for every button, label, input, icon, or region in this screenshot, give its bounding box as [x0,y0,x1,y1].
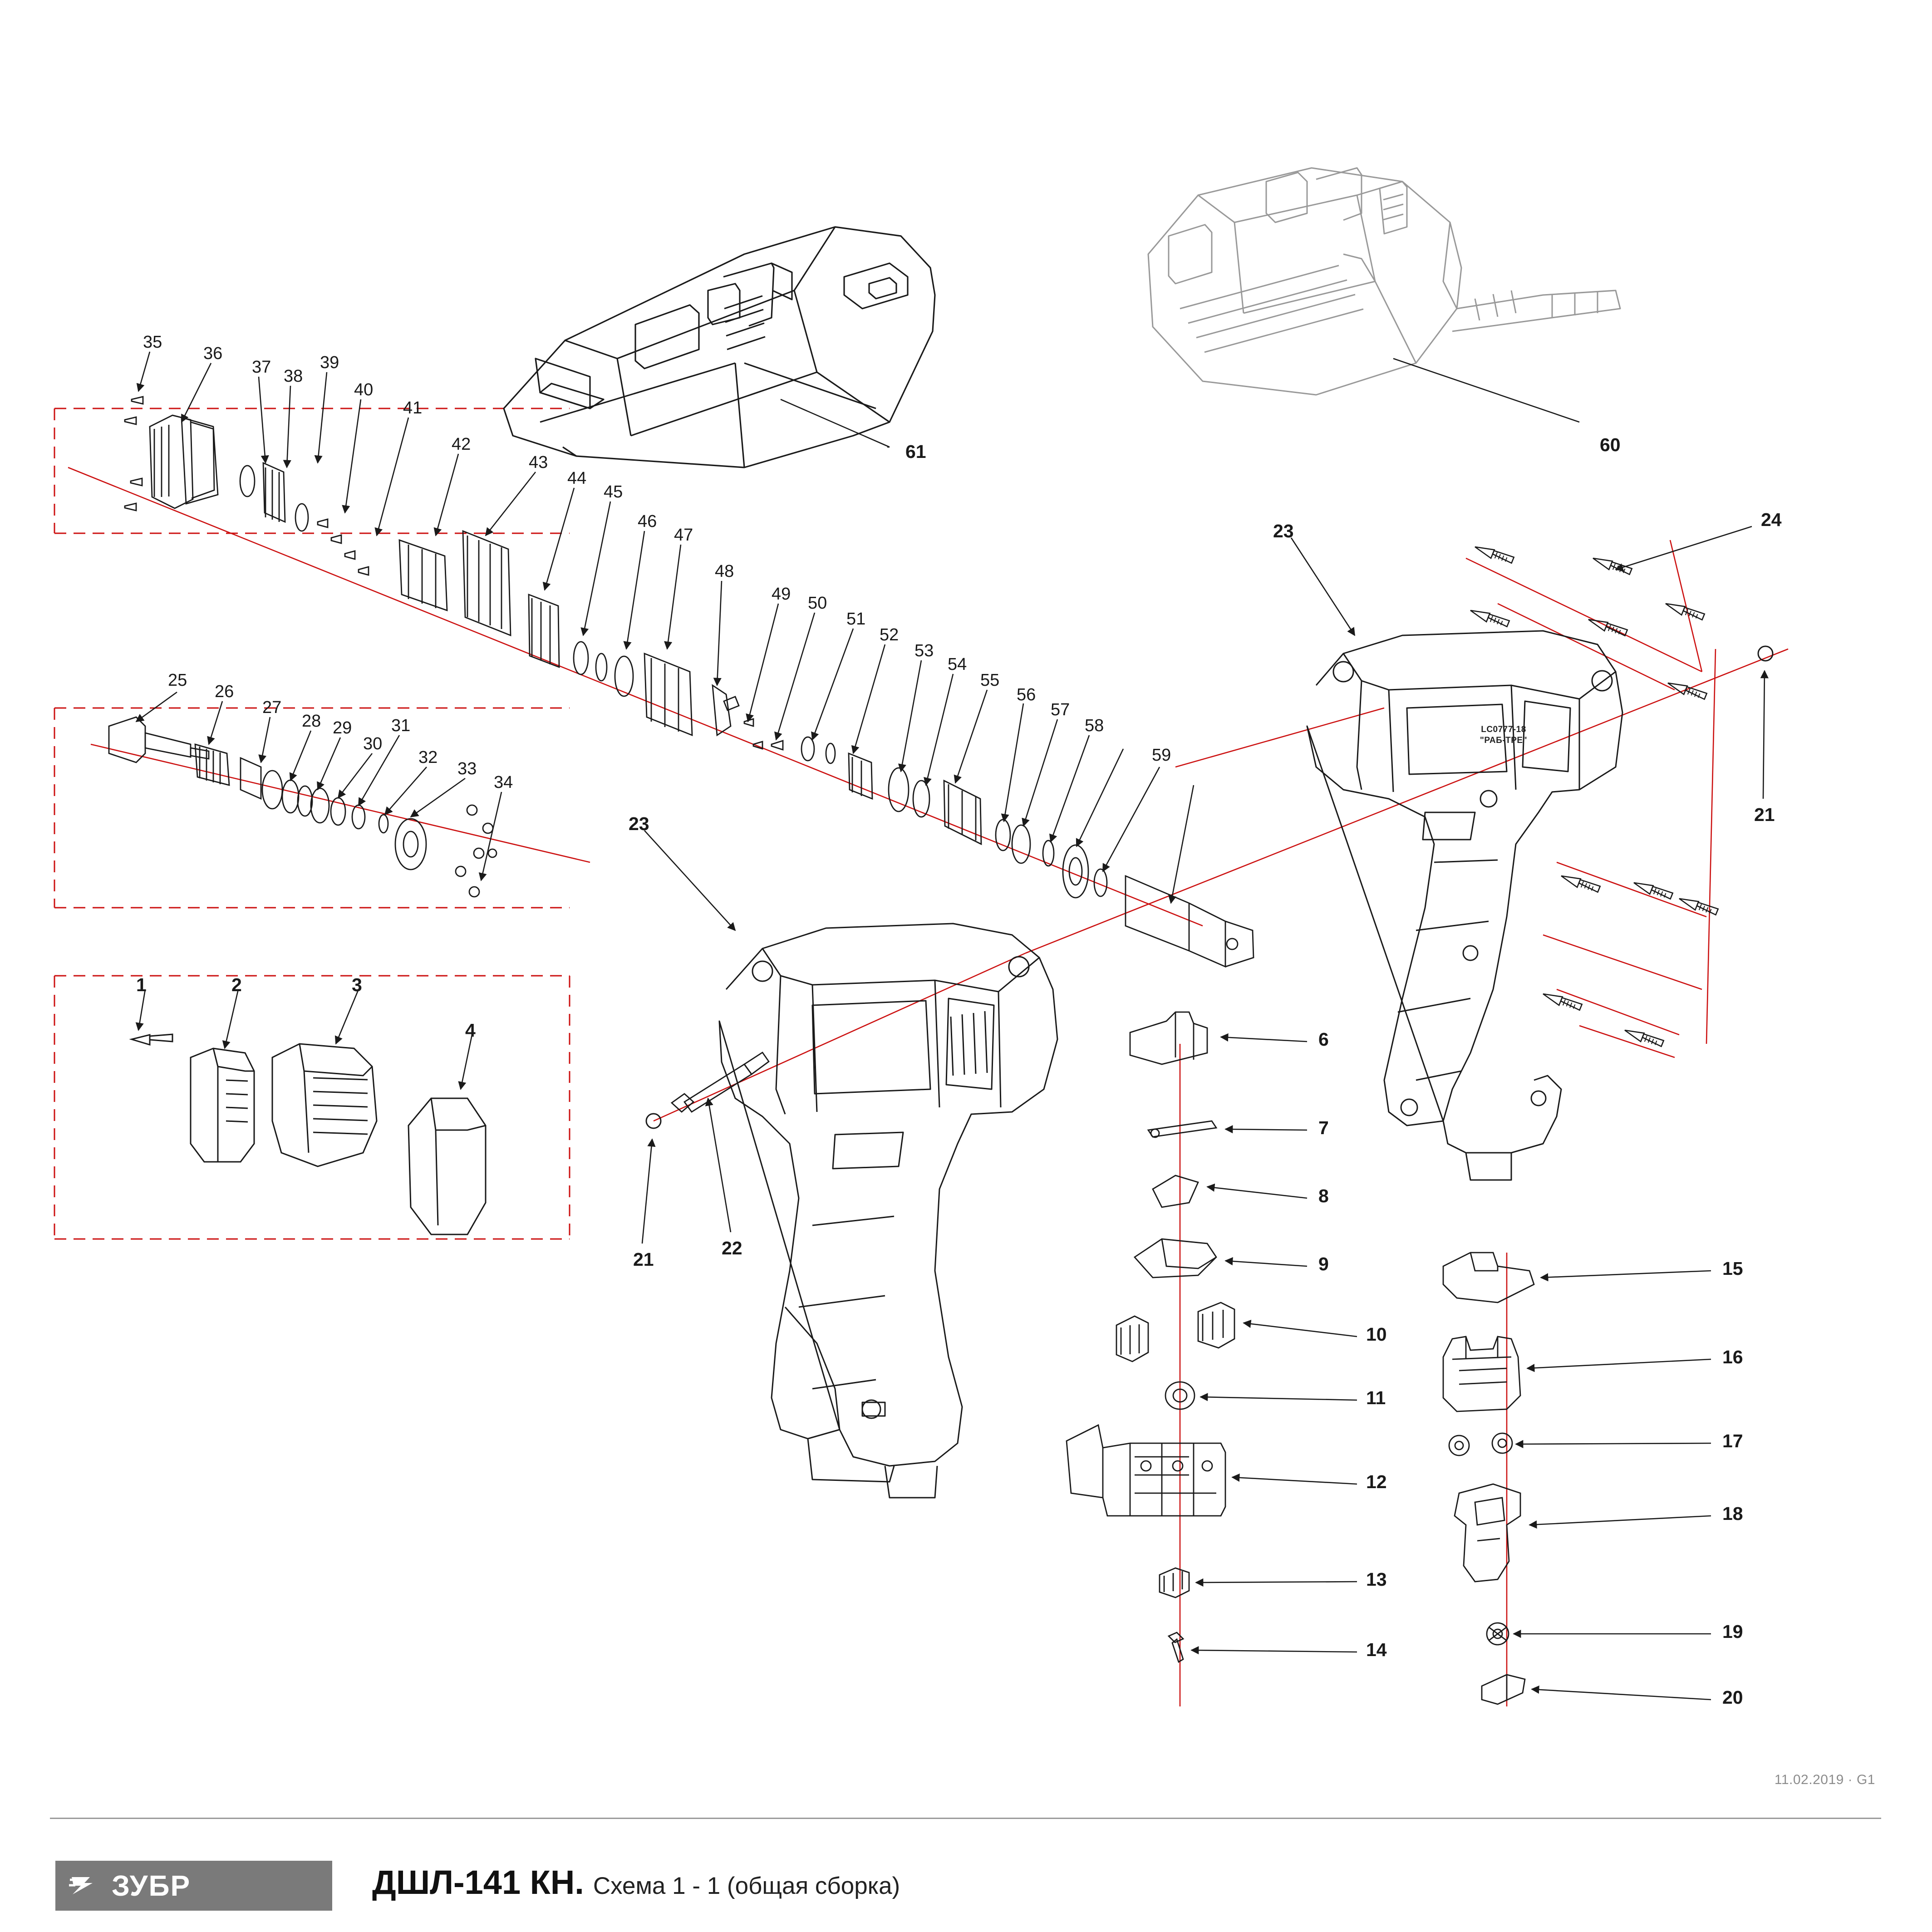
housing-printed-label [1460,724,1547,746]
callout-6: 6 [1318,1029,1329,1050]
callout-15: 15 [1722,1258,1743,1279]
callout-60: 60 [1600,434,1621,455]
callout-42: 42 [452,435,471,454]
callout-44: 44 [567,469,587,488]
callout-43: 43 [529,453,548,472]
callout-9: 9 [1318,1254,1329,1274]
callout-50: 50 [808,594,827,613]
callout-21-left: 21 [633,1249,654,1270]
callout-37: 37 [252,358,271,377]
callout-23-left: 23 [629,813,649,834]
callout-47: 47 [674,526,693,545]
callout-54: 54 [948,655,967,674]
title-block [372,1863,900,1902]
callout-36: 36 [203,344,223,363]
callout-31: 31 [391,716,411,735]
callout-10: 10 [1366,1324,1387,1345]
brand-name: ЗУБР [112,1869,191,1902]
callout-22: 22 [722,1238,742,1259]
callout-2: 2 [231,974,242,995]
callout-21-right: 21 [1754,804,1775,825]
callout-51: 51 [846,610,866,629]
callout-8: 8 [1318,1185,1329,1206]
callout-46: 46 [638,512,657,531]
callout-19: 19 [1722,1621,1743,1642]
footer-divider [50,1818,1881,1819]
callout-58: 58 [1085,716,1104,735]
callout-18: 18 [1722,1503,1743,1524]
callout-39: 39 [320,353,339,372]
callout-27: 27 [262,698,282,717]
callout-13: 13 [1366,1569,1387,1590]
brand-logo [55,1861,332,1911]
callout-55: 55 [980,671,1000,690]
lightning-bolt-icon [69,1871,102,1901]
callout-34: 34 [494,773,513,792]
callout-48: 48 [715,562,734,581]
callout-53: 53 [914,641,934,660]
callout-56: 56 [1017,685,1036,704]
callout-25: 25 [168,671,187,690]
callout-45: 45 [604,482,623,501]
callout-35: 35 [143,333,162,352]
callout-41: 41 [403,398,423,418]
callout-49: 49 [772,585,791,604]
callout-17: 17 [1722,1431,1743,1451]
callout-40: 40 [354,380,374,399]
date-stamp: 11.02.2019 · G1 [1774,1772,1875,1787]
callout-29: 29 [333,718,352,737]
callout-7: 7 [1318,1117,1329,1138]
scheme-name: Схема 1 - 1 (общая сборка) [593,1873,900,1899]
callout-30: 30 [363,734,383,753]
housing-label-line2: "РАБ-ТРЕ" [1480,735,1528,745]
callout-38: 38 [284,367,303,386]
callout-20: 20 [1722,1687,1743,1708]
callout-3: 3 [352,974,362,995]
callout-4: 4 [465,1020,476,1041]
callout-57: 57 [1051,700,1070,719]
callout-28: 28 [302,712,321,731]
callout-14: 14 [1366,1639,1387,1660]
callout-12: 12 [1366,1471,1387,1492]
callout-11: 11 [1366,1387,1386,1408]
callout-16: 16 [1722,1347,1743,1367]
callout-1: 1 [136,974,147,995]
callout-59: 59 [1152,746,1171,765]
callout-61: 61 [905,441,926,462]
callout-32: 32 [418,748,438,767]
callout-23-right: 23 [1273,521,1294,541]
callout-33: 33 [457,759,477,778]
callout-26: 26 [215,682,234,701]
housing-label-line1: LC0777-18 [1481,725,1526,734]
model-name: ДШЛ-141 КН. [372,1863,584,1901]
callout-24: 24 [1761,509,1782,530]
callout-52: 52 [880,625,899,644]
